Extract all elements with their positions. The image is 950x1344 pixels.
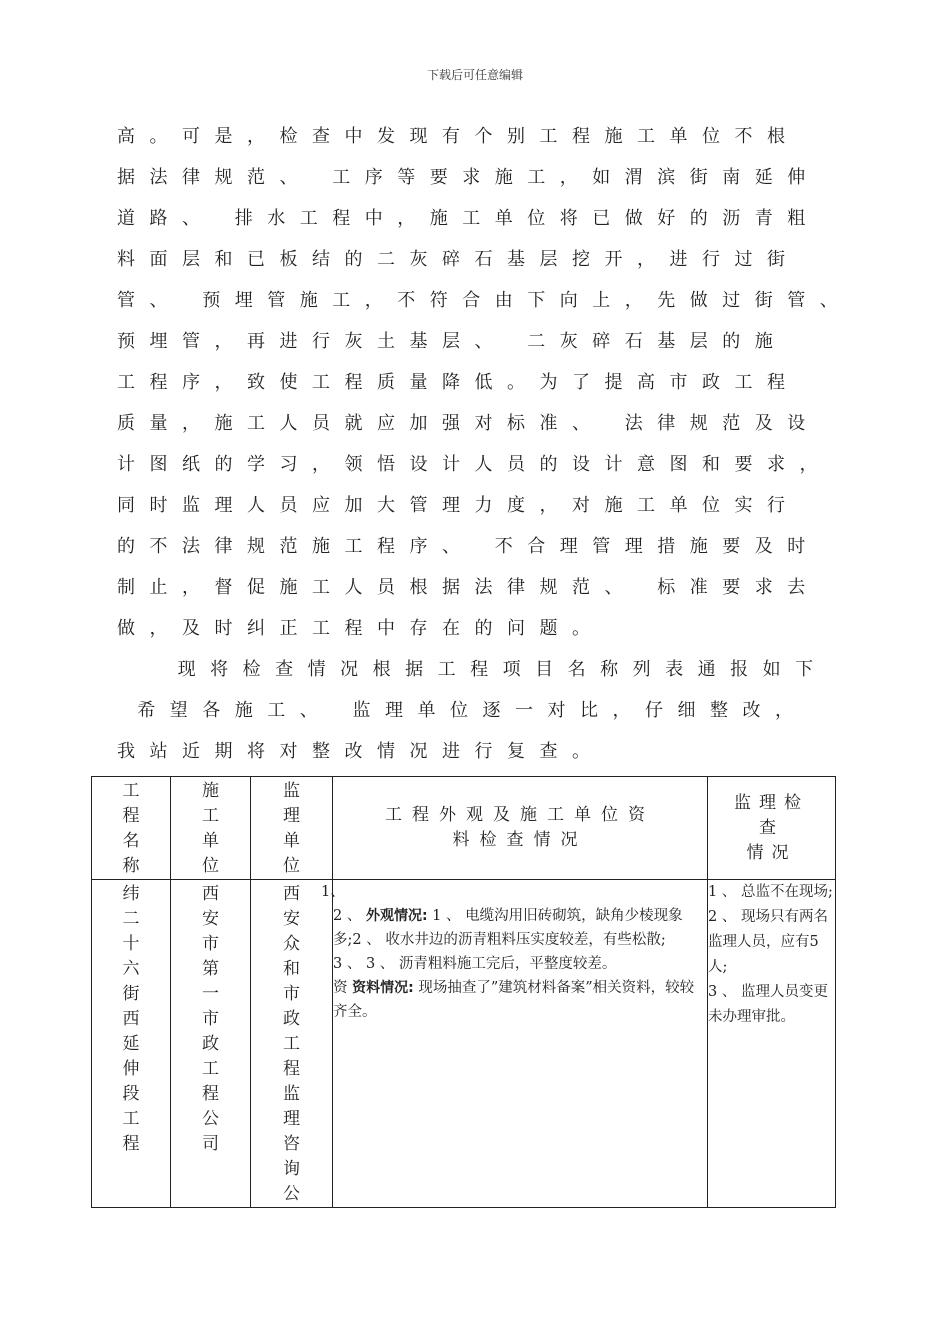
table-row (92, 880, 836, 1208)
text-line: 质量，施工人员就应加强对标准、 法律规范及设 (117, 413, 820, 434)
header-contractor: 施工单位 (171, 777, 251, 880)
header-supervisor: 监理单位 (251, 777, 333, 880)
inspection-table (91, 776, 836, 1208)
header-supervision-check: 监理检 查 情况 (708, 777, 836, 880)
cell-inspection-detail: 1、 2 、 外观情况: 1 、 电缆沟用旧砖砌筑，缺角少棱现象多;2 、 收水井边的沥青粗料压实度较差，有些松散; 3 、 3 、 沥青粗料施工完后，平整度较差。 资 资料情况: 现场抽查了”建筑材料备案”相关资料，较较齐全。 (333, 880, 708, 1208)
text-line: 计图纸的学习，领悟设计人员的设计意图和要求， (117, 454, 832, 475)
cell-supervisor: 西安众和市政工程监理咨询公 (251, 880, 333, 1208)
text-line: 高。可是，检查中发现有个别工程施工单位不根 (117, 126, 800, 147)
cell-contractor: 西安市第一市政工程公司 (171, 880, 251, 1208)
body-text (117, 116, 853, 772)
list-item: 1 、 总监不在现场; (708, 884, 833, 900)
header-project: 工程名称 (92, 777, 171, 880)
text-line: 我站近期将对整改情况进行复查。 (117, 741, 605, 762)
docs-block: 资 资料情况: 现场抽查了”建筑材料备案”相关资料，较较齐全。 (333, 980, 695, 1020)
cell-project: 纬二十六街西延伸段工程 (92, 880, 171, 1208)
cell-supervision-check (708, 880, 836, 1208)
text-line: 管、 预埋管施工，不符合由下向上，先做过街管、 (117, 290, 853, 311)
text-line: 同时监理人员应加大管理力度，对施工单位实行 (117, 495, 800, 516)
text-line: 道路、 排水工程中，施工单位将已做好的沥青粗 (117, 208, 820, 229)
page-header: 下载后可任意编辑 (426, 68, 523, 82)
header-inspection: 工程外观及施工单位资 料检查情况 (333, 777, 708, 880)
text-line: 料面层和已板结的二灰碎石基层挖开，进行过街 (117, 249, 800, 270)
text-line: 据法律规范、 工序等要求施工，如渭滨街南延伸 (117, 167, 820, 188)
appearance-block: 2 、 外观情况: 1 、 电缆沟用旧砖砌筑，缺角少棱现象多;2 、 收水井边的沥青粗料压实度较差，有些松散; (333, 908, 683, 948)
list-item: 2 、 现场只有两名监理人员，应有5 人; (708, 909, 828, 975)
list-item: 3 、 监理人员变更未办理审批。 (708, 984, 828, 1025)
table-header-row (92, 777, 836, 880)
text-line: 制止，督促施工人员根据法律规范、 标准要求去 (117, 577, 820, 598)
appearance-label: 外观情况: (365, 908, 428, 924)
text-line: 做，及时纠正工程中存在的问题。 (117, 618, 605, 639)
docs-label: 资料情况: (352, 980, 414, 996)
text-line: 的不法律规范施工程序、 不合理管理措施要及时 (117, 536, 820, 557)
text-line: 现将检查情况根据工程项目名称列表通报如下 (117, 659, 828, 680)
text-line: 预埋管，再进行灰土基层、 二灰碎石基层的施 (117, 331, 788, 352)
text-line: 工程序，致使工程质量降低。为了提高市政工程 (117, 372, 800, 393)
text-line: 希望各施工、 监理单位逐一对比，仔细整改， (117, 700, 808, 721)
